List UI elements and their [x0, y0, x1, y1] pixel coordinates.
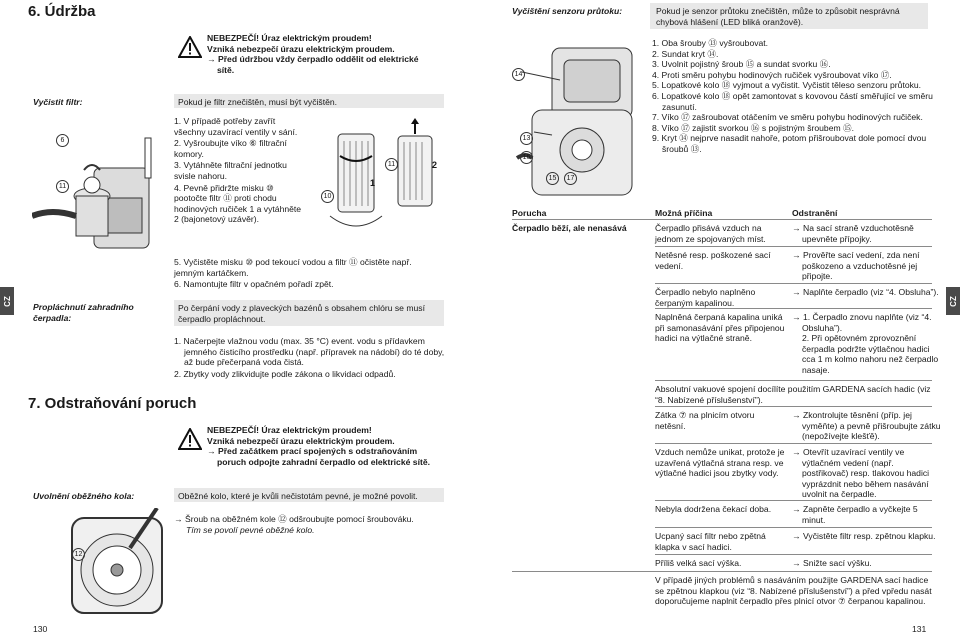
- row-rule-9: [655, 554, 932, 555]
- fix-4: → 1. Čerpadlo znovu naplňte (viz “4. Obsluha”). 2. Při opětovném zprovoznění čerpadla podržte výtlačnou hadici cca 1 m kolmo nahoru než čerpadlo nasaje.: [792, 312, 942, 376]
- row-rule-2: [655, 283, 932, 284]
- language-tab-right: [946, 287, 960, 315]
- fix-5: → Zkontrolujte těsnění (příp. jej vyměňte) a pevně přišroubujte zátku (nepožívejte klešťě).: [792, 410, 942, 442]
- figure-step-2: 2: [432, 160, 438, 170]
- sensor-step-4: 4. Proti směru pohybu hodinových ručiček vyšroubovat víko ⑰.: [652, 69, 892, 80]
- filter-steps-5-6: [174, 257, 444, 290]
- sensor-label: Vyčištění senzoru průtoku:: [512, 6, 623, 16]
- callout-11-detail: 11: [385, 158, 398, 171]
- sensor-step-8: 8. Víko ⑰ zajistit svorkou ⑯ s pojistným šroubem ⑮.: [652, 122, 855, 133]
- cause-3: Čerpadlo nebylo naplněno čerpaným kapalinou.: [655, 287, 756, 308]
- filter-intro: Pokud je filtr znečištěn, musí být vyčištěn.: [178, 97, 338, 107]
- warning2-title: NEBEZPEČÍ! Úraz elektrickým proudem!: [207, 425, 372, 435]
- fix-6: → Otevřít uzavírací ventily ve výtlačném vedení (např. postřikovač) resp. tlakovou hadici vyprázdnit nebo během nasávání uvolnit na čerpadle.: [792, 447, 942, 500]
- sensor-step-5: 5. Lopatkové kolo ⑱ vyjmout a vyčistit. Vyčistit těleso senzoru průtoku.: [652, 80, 922, 91]
- warning-title: NEBEZPEČÍ! Úraz elektrickým proudem!: [207, 33, 372, 43]
- page-number-right: 131: [912, 624, 927, 634]
- flush-intro: Po čerpání vody z plaveckých bazénů s obsahem chlóru se musí čerpadlo propláchnout.: [178, 303, 425, 324]
- fix-7: → Zapněte čerpadlo a vyčkejte 5 minut.: [792, 504, 942, 525]
- cause-9: Příliš velká sací výška.: [655, 558, 742, 568]
- callout-11: 11: [56, 180, 69, 193]
- cause-6: Vzduch nemůže unikat, protože je uzavřená výtlačná strana resp. ve výtlačné hadici jsou zbytky vody.: [655, 447, 785, 479]
- filter-step-4: 4. Pevně přidržte misku ⑩ pootočte filtr ⑪ proti chodu hodinových ručiček 1 a vytáhněte 2 (bajonetový uzávěr).: [174, 182, 302, 225]
- cause-7: Nebyla dodržena čekací doba.: [655, 504, 772, 514]
- filter-detail-figure: [310, 116, 445, 251]
- warning-box-maintenance: [207, 33, 427, 75]
- filter-step-5: 5. Vyčistěte misku ⑩ pod tekoucí vodou a filtr ⑪ očistěte např. jemným kartáčkem.: [174, 257, 412, 278]
- cause-5: Zátka ⑦ na plnicím otvoru netěsní.: [655, 410, 755, 431]
- row-rule-3: [655, 308, 932, 309]
- sensor-step-2: 2. Sundat kryt ⑭.: [652, 48, 719, 59]
- sensor-step-3: 3. Uvolnit pojistný šroub ⑮ a sundat svorku ⑯.: [652, 59, 831, 70]
- table-bottom-rule: [512, 571, 932, 572]
- sensor-steps: [652, 38, 934, 155]
- figure-step-1: 1: [370, 178, 376, 188]
- cause-2: Netěsné resp. poškozené sací vedení.: [655, 250, 771, 271]
- flush-step-2: 2. Zbytky vody zlikvidujte podle zákona o likvidaci odpadů.: [174, 368, 396, 379]
- impeller-note: Tím se povolí pevné oběžné kolo.: [186, 525, 315, 535]
- table-header-fault: Porucha: [512, 208, 547, 218]
- sensor-step-1: 1. Oba šrouby ⑬ vyšroubovat.: [652, 38, 769, 48]
- language-tab-left-label: CZ: [2, 295, 12, 307]
- sensor-step-6: 6. Lopatkové kolo ⑱ opět zamontovat s kovovou částí směřující ve směru zasunutí.: [652, 90, 933, 112]
- warning2-line: Vzniká nebezpečí úrazu elektrickým proudem.: [207, 435, 395, 446]
- language-tab-right-label: CZ: [948, 295, 958, 307]
- row-rule-4: [655, 380, 932, 381]
- section-title-maintenance: 6. Údržba: [28, 3, 96, 20]
- callout-12: 12: [72, 548, 85, 561]
- impeller-label: Uvolnění oběžného kola:: [33, 491, 135, 501]
- callout-13: 13: [520, 132, 533, 145]
- row-rule-6: [655, 443, 932, 444]
- callout-6: 6: [56, 134, 69, 147]
- flush-step-1: 1. Načerpejte vlažnou vodu (max. 35 °C) event. vodu s přídavkem jemného čisticího prostředku (např. přípravek na nádobí) do té doby, až bude přečerpaná voda čistá.: [174, 336, 445, 368]
- impeller-intro: Oběžné kolo, které je kvůli nečistotám pevné, je možné povolit.: [178, 491, 418, 501]
- filter-step-2: 2. Vyšroubujte víko ⑥ filtrační komory.: [174, 138, 287, 159]
- cause-1: Čerpadlo přisává vzduch na jednom ze spojovaných míst.: [655, 223, 766, 244]
- row-rule-7: [655, 500, 932, 501]
- language-tab-left: [0, 287, 14, 315]
- callout-17: 17: [564, 172, 577, 185]
- row-rule-5: [655, 406, 932, 407]
- flush-steps: [174, 336, 446, 379]
- filter-steps-1-4: [174, 116, 304, 225]
- filter-step-3: 3. Vytáhněte filtrační jednotku svisle nahoru.: [174, 160, 287, 181]
- fix-1: → Na sací straně vzduchotěsně upevněte přípojky.: [792, 223, 942, 244]
- callout-14: 14: [512, 68, 525, 81]
- callout-15: 15: [546, 172, 559, 185]
- filter-step-1: 1. V případě potřeby zavřít všechny uzavírací ventily v sání.: [174, 116, 298, 137]
- fix-8: → Vyčistěte filtr resp. zpětnou klapku.: [792, 531, 942, 542]
- table-header-rule: [512, 219, 932, 220]
- table-header-cause: Možná příčina: [655, 208, 713, 218]
- callout-16: 16: [520, 151, 533, 164]
- callout-10: 10: [321, 190, 334, 203]
- filter-label: Vyčistit filtr:: [33, 97, 83, 107]
- flow-sensor-figure: [512, 40, 647, 210]
- section-title-troubleshooting: 7. Odstraňování poruch: [28, 395, 197, 412]
- warning-icon: [178, 36, 202, 63]
- warning-arrow-text: → Před údržbou vždy čerpadlo oddělit od elektrické sítě.: [207, 54, 427, 75]
- fix-3: → Naplňte čerpadlo (viz “4. Obsluha”).: [792, 287, 942, 298]
- impeller-figure: [62, 508, 172, 623]
- sensor-step-7: 7. Víko ⑰ zašroubovat otáčením ve směru pohybu hodinových ručiček.: [652, 112, 923, 123]
- warning2-arrow-text: → Před začátkem prací spojených s odstraňováním poruch odpojte zahradní čerpadlo od elektrické sítě.: [207, 446, 447, 467]
- row-rule-8: [655, 527, 932, 528]
- sensor-step-9: 9. Kryt ⑭ nejprve nasadit nahoře, potom přišroubovat dole pomocí dvou šroubů ⑬.: [652, 133, 927, 154]
- filter-step-6: 6. Namontujte filtr v opačném pořadí zpět.: [174, 279, 334, 290]
- cause-4: Naplněná čerpaná kapalina uniká při samonasávání přes připojenou hadici na výtlačné straně.: [655, 312, 785, 344]
- fix-2: → Prověřte sací vedení, zda není poškozeno a vzduchotěsné jej připojte.: [792, 250, 942, 282]
- row-rule-1: [655, 246, 932, 247]
- cause-8: Ucpaný sací filtr nebo zpětná klapka v sací hadici.: [655, 531, 766, 552]
- absolute-note: Absolutní vakuové spojení docílíte použitím GARDENA sacích hadic (viz “8. Nabízené příslušenství”).: [655, 384, 931, 405]
- sensor-intro: Pokud je senzor průtoku znečištěn, může to způsobit nesprávná chybová hlášení (LED bliká oranžově).: [656, 6, 900, 27]
- warning-icon-2: [178, 428, 202, 455]
- fault-label: Čerpadlo běží, ale nenasává: [512, 223, 627, 233]
- fix-9: → Snižte sací výšku.: [792, 558, 942, 569]
- impeller-instruction: → Šroub na oběžném kole ⑫ odšroubujte pomocí šroubováku.: [174, 514, 414, 525]
- footer-note: V případě jiných problémů s nasáváním použijte GARDENA sací hadice se zpětnou klapkou (viz “8. Nabízené příslušenství”) a před vpředu nasát doporučujeme naplnit čerpadlo přes plnicí otvor ⑦ čerpanou kapalinou.: [655, 575, 932, 607]
- page-number-left: 130: [33, 624, 48, 634]
- warning-line: Vzniká nebezpečí úrazu elektrickým proudem.: [207, 43, 395, 54]
- warning-box-troubleshooting: [207, 425, 447, 467]
- flush-label: Propláchnutí zahradního čerpadla:: [33, 302, 134, 323]
- pump-filter-figure: [32, 128, 162, 263]
- table-header-remedy: Odstranění: [792, 208, 838, 218]
